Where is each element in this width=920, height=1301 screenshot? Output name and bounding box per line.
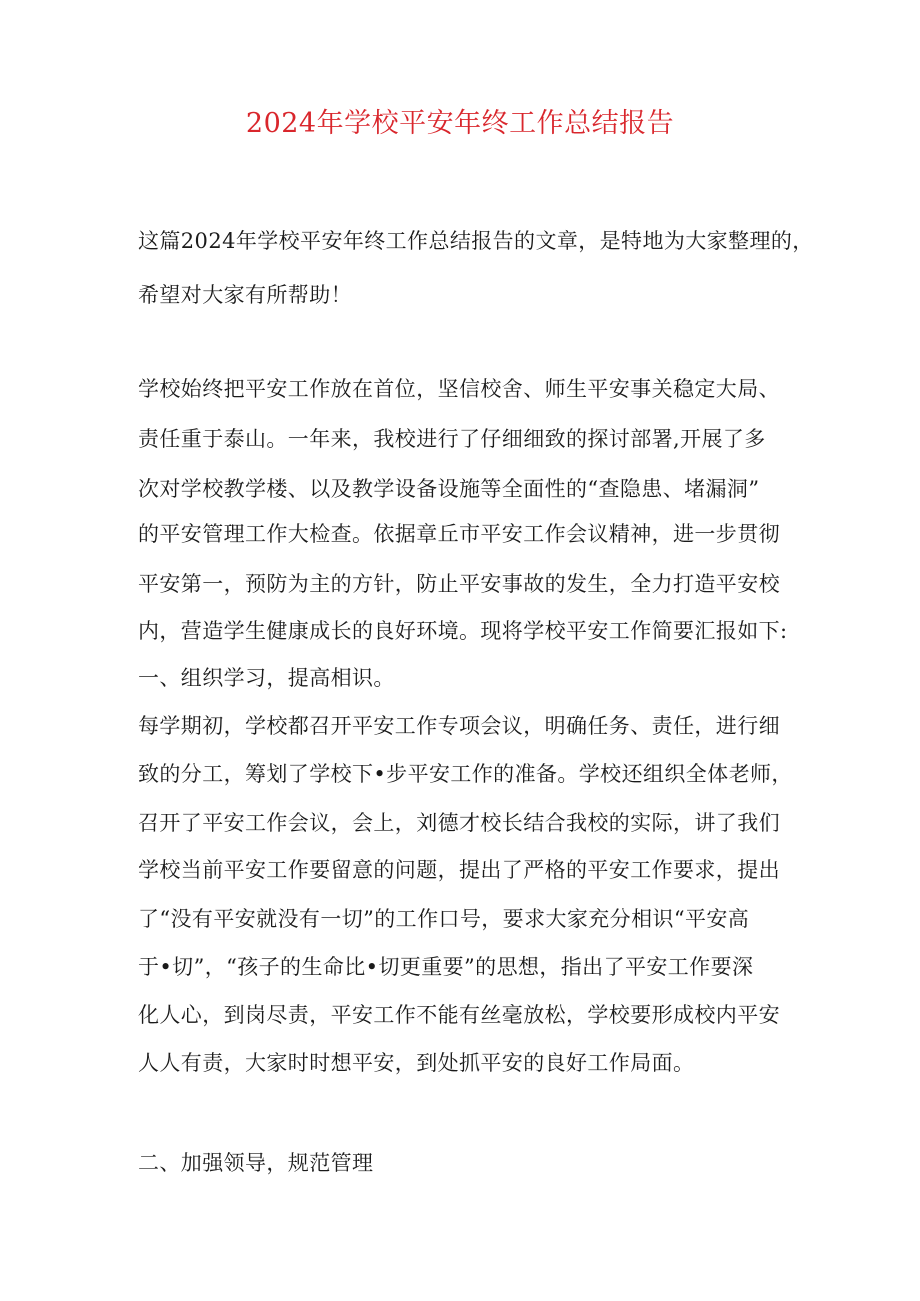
- paragraph-line: 化人心，到岗尽责，平安工作不能有丝毫放松，学校要形成校内平安: [138, 1003, 780, 1027]
- paragraph-line: 了“没有平安就没有一切”的工作口号，要求大家充分相识“平安高: [138, 907, 750, 931]
- paragraph-line: 责任重于泰山。一年来，我校进行了仔细细致的探讨部署,开展了多: [138, 427, 766, 451]
- paragraph-line: 次对学校教学楼、以及教学设备设施等全面性的“查隐患、堵漏洞”: [138, 477, 760, 501]
- document-title: 2024年学校平安年终工作总结报告: [245, 108, 675, 139]
- paragraph-line: 人人有责，大家时时想平安，到处抓平安的良好工作局面。: [138, 1051, 695, 1075]
- paragraph-line: 学校始终把平安工作放在首位，坚信校舍、师生平安事关稳定大局、: [138, 377, 780, 401]
- paragraph-line: 召开了平安工作会议，会上，刘德才校长结合我校的实际，讲了我们: [138, 811, 780, 835]
- intro-line: 这篇2024年学校平安年终工作总结报告的文章，是特地为大家整理的，: [138, 229, 814, 253]
- section-heading: 一、组织学习，提高相识。: [138, 666, 395, 690]
- paragraph-line: 内，营造学生健康成长的良好环境。现将学校平安工作简要汇报如下:: [138, 619, 788, 643]
- paragraph-line: 平安第一，预防为主的方针，防止平安事故的发生，全力打造平安校: [138, 572, 780, 596]
- paragraph-line: 致的分工，筹划了学校下•步平安工作的准备。学校还组织全体老师，: [138, 762, 793, 786]
- section-heading: 二、加强领导，规范管理: [138, 1151, 374, 1175]
- paragraph-line: 于•切”，“孩子的生命比•切更重要”的思想，指出了平安工作要深: [138, 955, 754, 979]
- paragraph-line: 学校当前平安工作要留意的问题，提出了严格的平安工作要求，提出: [138, 858, 780, 882]
- intro-line: 希望对大家有所帮助！: [138, 283, 352, 307]
- paragraph-line: 的平安管理工作大检查。依据章丘市平安工作会议精神，进一步贯彻: [138, 522, 780, 546]
- paragraph-line: 每学期初，学校都召开平安工作专项会议，明确任务、责任，进行细: [138, 714, 780, 738]
